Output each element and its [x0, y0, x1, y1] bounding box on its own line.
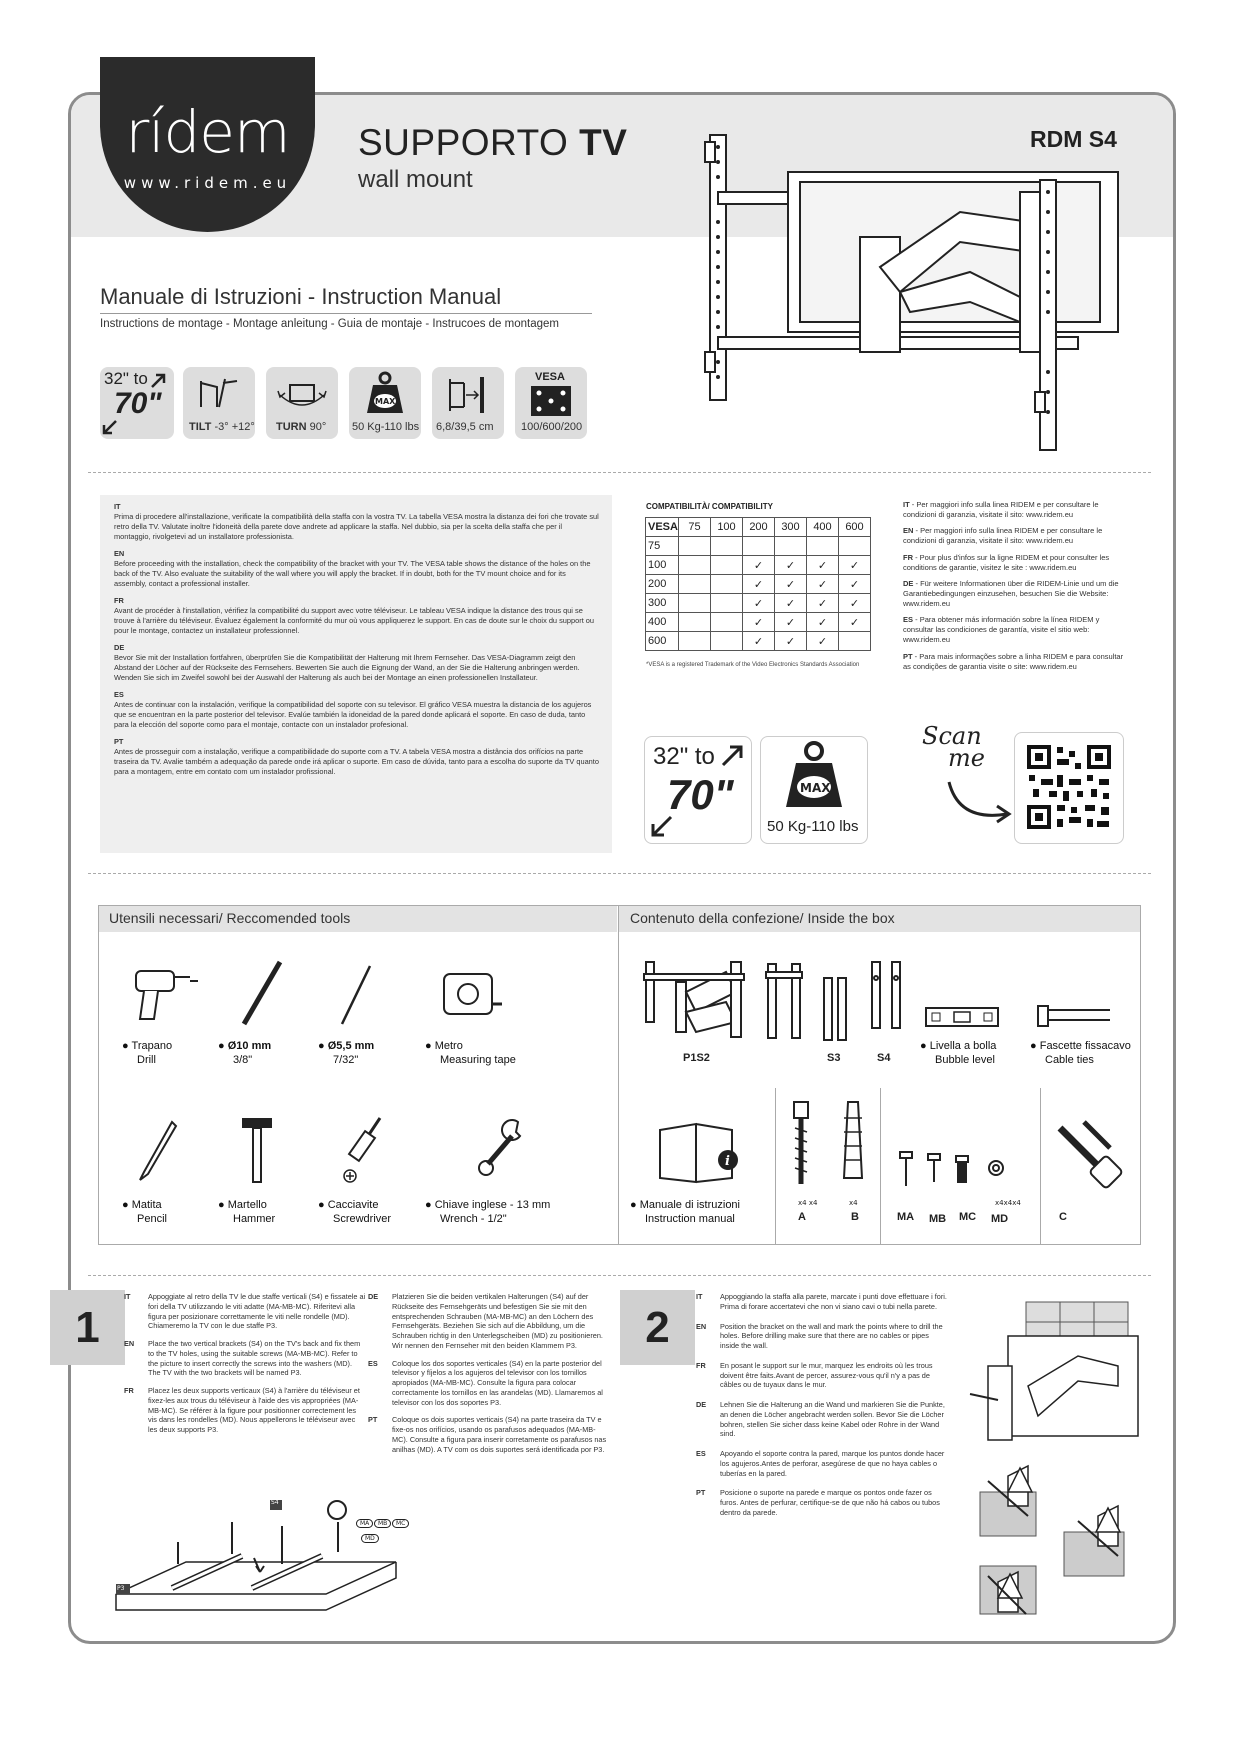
step-2-de: DE Lehnen Sie die Halterung an die Wand und markieren Sie die Punkte, an denen die Löcher angebracht werden sollen. Bevor Sie die Löcher bohren, stellen Sie sicher dass keine Kabel oder Rohre in der Wand sind.: [696, 1400, 945, 1439]
table-cell: 200: [646, 575, 679, 594]
tilt-label: TILT -3° +12°: [189, 421, 255, 433]
table-cell: ✓: [743, 632, 775, 651]
step-2-en: EN Position the bracket on the wall and mark the points where to drill the holes. Before drilling make sure that there are no cables or pipes inside the wall.: [696, 1321, 943, 1351]
step-2-text: [696, 1292, 948, 1526]
table-cell: [679, 632, 711, 651]
tools-title: Utensili necessari/ Reccomended tools: [109, 910, 351, 926]
step-2-pt: PT Posicione o suporte na parede e marque os pontos onde fazer os furos. Antes de perfurar, certifique-se de que não há cabos ou tubos dentro da parede.: [696, 1488, 940, 1518]
label-mb: MB: [929, 1213, 947, 1225]
curved-arrow-icon: [945, 778, 1015, 826]
promo-size-card: [644, 736, 752, 844]
fig-mb-label: MB: [374, 1519, 391, 1528]
label-a: A: [798, 1211, 806, 1223]
table-cell: ✓: [807, 613, 839, 632]
depth-icon: [444, 375, 492, 415]
table-cell: [839, 632, 871, 651]
part-level: ● Livella a bolla Bubble level: [920, 1040, 997, 1067]
weight-icon: [365, 371, 405, 415]
table-cell: [679, 556, 711, 575]
table-row: [646, 632, 871, 651]
label-mc: MC: [959, 1211, 977, 1223]
screwdriver-icon: [336, 1114, 386, 1186]
wall-mount-illustration: [700, 132, 1130, 462]
vesa-trademark-note: *VESA is a registered Trademark of the Video Electronics Standards Association: [646, 662, 860, 668]
drill-bit-10mm-icon: [236, 958, 286, 1028]
dashed-divider: [88, 1275, 1151, 1276]
measuring-tape-icon: [440, 968, 504, 1022]
screw-a-icon: [786, 1098, 816, 1188]
label-c: C: [1059, 1211, 1067, 1223]
divider: [100, 313, 592, 314]
label-md: MD: [991, 1213, 1009, 1225]
fig-mc-label: MC: [392, 1519, 409, 1528]
max-label: MAX: [375, 397, 396, 406]
intro-de: DE Bevor Sie mit der Installation fortfahren, überprüfen Sie die Kompatibilität der Halterung mit Ihrem Fernseher. Das VESA-Diagramm zeigt den Abstand der Löcher auf der Rückseite des Fernsehers. Bewerten Sie auch die Eignung der Wand, an der Sie die Halterung anbringen werden. Wenden Sie sich im Zweifel sowohl bei der Auswahl der Halterung als auch bei der Montage an einen professionellen Installateur.: [114, 642, 580, 682]
promo-size-to: 70": [667, 771, 734, 818]
arrow-up-right-icon: [150, 373, 166, 389]
spec-depth-card: [432, 367, 504, 439]
table-cell: [711, 556, 743, 575]
table-cell: ✓: [839, 594, 871, 613]
table-row: [646, 594, 871, 613]
table-cell: [679, 575, 711, 594]
s-bracket-icon: [762, 958, 812, 1042]
intro-text: [114, 502, 600, 777]
spec-size-card: [100, 367, 174, 439]
label-s3: S3: [827, 1052, 841, 1064]
s4-brackets-icon: [866, 958, 906, 1038]
table-cell: [743, 537, 775, 556]
bubble-level-icon: [924, 1004, 1000, 1030]
table-cell: [775, 537, 807, 556]
tool-bit-10: ● Ø10 mm 3/8": [218, 1040, 272, 1067]
tool-bit-5: ● Ø5,5 mm 7/32": [318, 1040, 375, 1067]
model-number: RDM S4: [1030, 126, 1117, 152]
intro-fr: FR Avant de procéder à l'installation, vérifiez la compatibilité du support avec votre téléviseur. Le tableau VESA indique la distance des trous qui se trouve à l'arrière du téléviseur. Évaluez également la conformité du mur où vous appliquerez le support. En cas de doute sur le choix du support ou pour le montage, contactez un installateur professionnel.: [114, 595, 595, 635]
table-row: [646, 575, 871, 594]
table-header-cell: 600: [839, 518, 871, 537]
tool-hammer: ● Martello Hammer: [218, 1199, 276, 1226]
step-2-number: 2: [620, 1290, 695, 1365]
turn-label: TURN 90°: [276, 421, 327, 433]
drill-bit-5mm-icon: [336, 962, 376, 1028]
tool-tape: ● Metro Measuring tape: [425, 1040, 516, 1067]
table-cell: ✓: [775, 632, 807, 651]
step-1-en: EN Place the two vertical brackets (S4) on the TV's back and fix them to the TV holes, using the suitable screws (MA-MB-MC). Refer to the picture to insert correctly the screws into the washers (MD). The TV with the two brackets will be named P3.: [124, 1339, 361, 1378]
weight-label: 50 Kg-110 lbs: [352, 421, 420, 433]
info-es: ES - Para obtener más información sobre la línea RIDEM y consultar las condiciones de garantía, visite el sitio web: www.ridem.eu: [903, 615, 1100, 645]
promo-weight-label: 50 Kg-110 lbs: [767, 818, 859, 835]
fig-s4-label: S4: [271, 1499, 279, 1506]
table-cell: ✓: [807, 556, 839, 575]
table-cell: ✓: [839, 556, 871, 575]
spec-weight-card: [349, 367, 421, 439]
divider: [775, 1088, 776, 1244]
arrow-up-right-icon: [721, 745, 743, 767]
size-to-label: 70": [114, 387, 162, 420]
table-cell: 300: [646, 594, 679, 613]
step-2-figure: [968, 1296, 1158, 1626]
step-1-col-2: [368, 1292, 610, 1462]
wrench-icon: [476, 1118, 528, 1180]
table-cell: ✓: [743, 613, 775, 632]
table-cell: ✓: [743, 556, 775, 575]
table-cell: 600: [646, 632, 679, 651]
table-cell: [679, 594, 711, 613]
step-1-it: IT Appoggiate al retro della TV le due staffe verticali (S4) e fissatele ai fori della TV utilizzando le viti adatte (MA-MB-MC). Riferitevi alla figura per posizionare correttamente le viti nelle rondelle (MD). Chiameremo la TV con le due staffe P3.: [124, 1292, 366, 1331]
instruction-manual-icon: [656, 1116, 746, 1186]
table-cell: [839, 537, 871, 556]
fig-md-label: MD: [361, 1534, 379, 1543]
vesa-value-label: 100/600/200: [521, 421, 583, 433]
size-from-label: 32" to: [104, 369, 148, 388]
table-cell: [711, 575, 743, 594]
label-md-qty: x4x4x4: [995, 1199, 1021, 1207]
svg-text:i: i: [725, 1154, 730, 1169]
info-pt: PT - Para mais informações sobre a linha RIDEM e para consultar as condições de garantia visite o site: www.ridem.eu: [903, 651, 1124, 671]
table-cell: ✓: [775, 575, 807, 594]
table-header-cell: VESA: [646, 518, 679, 537]
dashed-divider: [88, 873, 1151, 874]
fig-p3-label: P3: [117, 1585, 125, 1592]
table-cell: ✓: [743, 594, 775, 613]
spec-tilt-card: [183, 367, 255, 439]
part-ties: ● Fascette fissacavo Cable ties: [1030, 1040, 1131, 1067]
depth-label: 6,8/39,5 cm: [436, 421, 494, 433]
weight-icon: [784, 741, 844, 811]
dashed-divider: [88, 472, 1151, 473]
fig-ma-label: MA: [356, 1519, 373, 1528]
label-b: B: [851, 1211, 859, 1223]
table-cell: ✓: [839, 613, 871, 632]
screws-ma-mb-mc-md-icon: [896, 1150, 1024, 1190]
step-1-de: DE Platzieren Sie die beiden vertikalen Halterungen (S4) auf der Rückseite des Fernsehgeräts und befestigen Sie sie mit den entsprechenden Schrauben (MA-MB-MC) an den Löchern des Fernsehgeräts. Beziehen Sie sich auf die Abbildung, um die Schrauben richtig in den Unterlegscheiben (MD) zu positionieren. Wir nennen den Fernseher mit den beiden Klammern P3.: [368, 1292, 603, 1350]
step-1-pt: PT Coloque os dois suportes verticais (S4) na parte traseira da TV e fixe-os nos orifícios, usando os parafusos adequados (MA-MB-MC). Consulte a figura para inserir corretamente os parafusos nas anilhas (MD). A TV com os dois suportes será identificada por P3.: [368, 1415, 607, 1454]
intro-pt: PT Antes de prosseguir com a instalação, verifique a compatibilidade do suporte com a TV. A tabela VESA mostra a distância dos orifícios na parte traseira da TV. Avalie também a adequação da parede onde irá aplicar o suporte. Em caso de dúvida, tanto para a escolha do suporte da TV quanto para a montagem, entre em contato com um instalador profissional.: [114, 736, 599, 776]
tilt-icon: [197, 377, 241, 411]
label-a-qty: x4 x4: [798, 1199, 818, 1207]
table-cell: [711, 594, 743, 613]
table-cell: [679, 613, 711, 632]
label-ma: MA: [897, 1211, 915, 1223]
step-2-es: ES Apoyando el soporte contra la pared, marque los puntos donde hacer los agujeros.Antes de perforar, asegúrese de que no haya cables o tuberías en la pared.: [696, 1449, 945, 1478]
page-subtitle: wall mount: [358, 166, 473, 193]
vesa-label: VESA: [535, 371, 565, 383]
cable-ties-icon: [1036, 1004, 1116, 1028]
manual-subtitle: Instructions de montage - Montage anleitung - Guia de montaje - Instrucoes de montagem: [100, 318, 559, 330]
step-1-col-1: [124, 1292, 366, 1443]
divider: [1040, 1088, 1041, 1244]
promo-weight-card: [760, 736, 868, 844]
promo-max-label: MAX: [800, 781, 831, 795]
spec-vesa-card: [515, 367, 587, 439]
pencil-icon: [134, 1118, 178, 1184]
p1s2-bracket-icon: [636, 952, 756, 1052]
compat-title: COMPATIBILITÀ/ COMPATIBILITY: [646, 502, 773, 511]
brand-url: www.ridem.eu: [123, 174, 292, 192]
table-cell: [711, 632, 743, 651]
step-1-fr: FR Placez les deux supports verticaux (S4) à l'arrière du téléviseur et fixez-les aux trous du téléviseur à l'aide des vis appropriées (MA-MB-MC). Se référer à la figure pour positionner correctement les vis dans les rondelles (MD). Nous appellerons le téléviseur avec les deux supports P3.: [124, 1386, 360, 1435]
promo-size-from: 32" to: [653, 743, 715, 770]
drill-icon: [130, 965, 200, 1025]
table-cell: [679, 537, 711, 556]
table-cell: [711, 537, 743, 556]
tool-drill: ● Trapano Drill: [122, 1040, 173, 1067]
scan-me-text: Scan me: [922, 722, 985, 772]
table-cell: ✓: [775, 556, 807, 575]
table-cell: ✓: [807, 575, 839, 594]
step-1-es: ES Coloque los dos soportes verticales (S4) en la parte posterior del televisor y fíjelos a los agujeros del televisor con los tornillos apropiados (MA-MB-MC). Consulte la figura para colocar correctamente los tornillos en las arandelas (MD). Llamaremos al televisor con los dos soportes P3.: [368, 1358, 603, 1407]
table-row: [646, 537, 871, 556]
turn-icon: [276, 381, 328, 411]
table-cell: 400: [646, 613, 679, 632]
part-manual: ● Manuale di istruzioni Instruction manual: [630, 1199, 740, 1226]
box-title: Contenuto della confezione/ Inside the box: [630, 910, 895, 926]
table-cell: [807, 537, 839, 556]
allen-key-c-icon: [1054, 1118, 1128, 1188]
table-header-cell: 100: [711, 518, 743, 537]
section-divider: [618, 906, 619, 1244]
vesa-compat-table: [645, 517, 871, 651]
s3-rails-icon: [820, 974, 854, 1044]
anchor-b-icon: [838, 1098, 868, 1184]
info-en: EN - Per maggiori info sulla linea RIDEM e per consultare le condizioni di garanzia, visitate il sito: www.ridem.eu: [903, 526, 1103, 546]
hammer-icon: [238, 1114, 278, 1186]
label-b-qty: x4: [849, 1199, 858, 1207]
table-cell: ✓: [807, 632, 839, 651]
table-header-cell: 200: [743, 518, 775, 537]
page-title: SUPPORTO TV: [358, 122, 628, 163]
info-de: DE - Für weitere Informationen über die RIDEM-Linie und um die Garantiebedingungen einzusehen, besuchen Sie die Website: www.ridem.eu: [903, 578, 1119, 608]
manual-title: Manuale di Istruzioni - Instruction Manual: [100, 284, 502, 309]
table-row: [646, 556, 871, 575]
info-fr: FR - Pour plus d'infos sur la ligne RIDEM et pour consulter les conditions de garantie, visitez le site : www.ridem.eu: [903, 552, 1110, 572]
info-text: [903, 500, 1128, 672]
table-header-cell: 300: [775, 518, 807, 537]
step-1-number: 1: [50, 1290, 125, 1365]
qr-code-icon[interactable]: [1027, 745, 1111, 829]
tool-screwdriver: ● Cacciavite Screwdriver: [318, 1199, 392, 1226]
table-cell: ✓: [839, 575, 871, 594]
table-cell: 100: [646, 556, 679, 575]
brand-logo: rídem: [125, 98, 290, 166]
spec-turn-card: [266, 367, 338, 439]
intro-en: EN Before proceeding with the installation, check the compatibility of the bracket with your TV. The VESA table shows the distance of the holes on the back of the TV. Also evaluate the suitability of the wall where you will apply the bracket. If in doubt, both for the TV mount choice and for its assembly, contact a professional installer.: [114, 548, 591, 588]
table-cell: ✓: [775, 613, 807, 632]
table-header-cell: 400: [807, 518, 839, 537]
table-cell: ✓: [743, 575, 775, 594]
qr-card: [1014, 732, 1124, 844]
arrow-down-left-icon: [651, 815, 673, 837]
table-cell: ✓: [807, 594, 839, 613]
table-row: [646, 613, 871, 632]
table-header-cell: 75: [679, 518, 711, 537]
table-cell: 75: [646, 537, 679, 556]
intro-es: ES Antes de continuar con la instalación, verifique la compatibilidad del soporte con su televisor. El gráfico VESA muestra la distancia de los agujeros que se encuentran en la parte posterior del televisor. Evalúe también la idoneidad de la pared donde aplicará el soporte. En caso de duda, tanto para la elección del soporte como para el montaje, contacte con un instalador profesional.: [114, 689, 592, 729]
label-p1s2: P1S2: [683, 1052, 710, 1064]
step-2-fr: FR En posant le support sur le mur, marquez les endroits où les trous doivent être faits.Avant de percer, assurez-vous qu'il n'y a pas de câbles ou de tuyaux dans le mur.: [696, 1360, 933, 1390]
intro-it: IT Prima di procedere all'installazione, verificate la compatibilità della staffa con la vostra TV. La tabella VESA mostra la distanza dei fori che trovate sul retro della TV. Valutate inoltre l'idoneità della parete dove andrete ad applicare la staffa. Nel dubbio, sia per la scelta della staffa che per il montaggio, rivolgetevi ad un installatore professionista.: [114, 502, 599, 541]
vesa-pattern-icon: [531, 386, 571, 416]
table-cell: ✓: [775, 594, 807, 613]
step-2-it: IT Appoggiando la staffa alla parete, marcate i punti dove effettuare i fori. Prima di forare accertatevi che non vi siano cavi o tubi nella parete.: [696, 1292, 947, 1311]
label-s4: S4: [877, 1052, 891, 1064]
table-header-row: [646, 518, 871, 537]
table-cell: [711, 613, 743, 632]
tool-wrench: ● Chiave inglese - 13 mm Wrench - 1/2": [425, 1199, 551, 1226]
arrow-down-left-icon: [102, 419, 118, 435]
info-it: IT - Per maggiori info sulla linea RIDEM e per consultare le condizioni di garanzia, visitate il sito: www.ridem.eu: [903, 500, 1099, 520]
tool-pencil: ● Matita Pencil: [122, 1199, 167, 1226]
tools-box-section: [98, 905, 1141, 1245]
divider: [880, 1088, 881, 1244]
